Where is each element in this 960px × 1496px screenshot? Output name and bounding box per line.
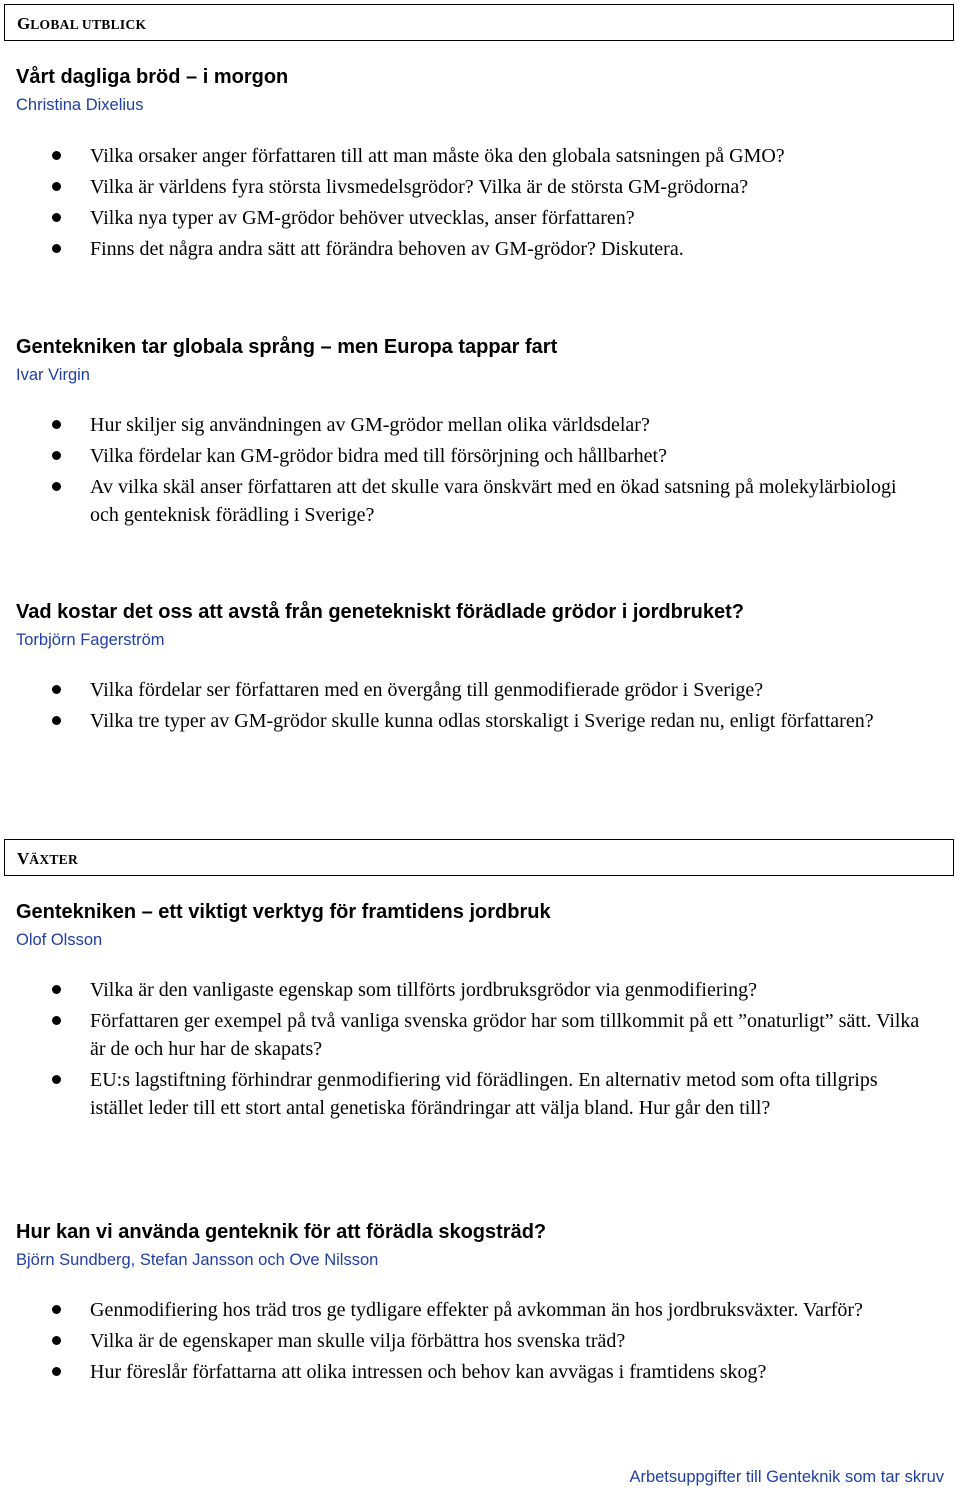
question-item: Hur skiljer sig användningen av GM-grödor mellan olika världsdelar? xyxy=(0,411,940,439)
article-author: Ivar Virgin xyxy=(16,366,90,384)
bullet-icon xyxy=(52,716,61,725)
question-list xyxy=(0,1296,940,1386)
question-list xyxy=(0,142,940,263)
bullet-icon xyxy=(52,451,61,460)
bullet-icon xyxy=(52,1305,61,1314)
bullet-icon xyxy=(52,685,61,694)
question-item: Hur föreslår författarna att olika intressen och behov kan avvägas i framtidens skog? xyxy=(0,1358,940,1386)
bullet-icon xyxy=(52,1016,61,1025)
article-title: Hur kan vi använda genteknik för att förädla skogsträd? xyxy=(16,1221,547,1243)
article-title: Vad kostar det oss att avstå från genetekniskt förädlade grödor i jordbruket? xyxy=(16,601,744,623)
bullet-icon xyxy=(52,1075,61,1084)
bullet-icon xyxy=(52,1367,61,1376)
question-item: Författaren ger exempel på två vanliga svenska grödor har som tillkommit på ett ”onaturligt” sätt. Vilka är de och hur har de skapats? xyxy=(0,1007,940,1063)
bullet-icon xyxy=(52,182,61,191)
question-list xyxy=(0,676,940,735)
bullet-icon xyxy=(52,244,61,253)
question-item: Genmodifiering hos träd tros ge tydligare effekter på avkomman än hos jordbruksväxter. Varför? xyxy=(0,1296,940,1324)
section-heading-global-utblick: GLOBAL UTBLICK xyxy=(4,4,954,41)
question-item: Finns det några andra sätt att förändra behoven av GM-grödor? Diskutera. xyxy=(0,235,940,263)
question-item: Vilka är de egenskaper man skulle vilja förbättra hos svenska träd? xyxy=(0,1327,940,1355)
page-footer: Arbetsuppgifter till Genteknik som tar skruv xyxy=(629,1468,944,1486)
question-list xyxy=(0,976,940,1122)
article-author: Olof Olsson xyxy=(16,931,103,949)
question-item: Vilka fördelar kan GM-grödor bidra med till försörjning och hållbarhet? xyxy=(0,442,940,470)
question-list xyxy=(0,411,940,529)
question-item: EU:s lagstiftning förhindrar genmodifiering vid förädlingen. En alternativ metod som ofta tillgrips istället leder till ett stort antal genetiska förändringar att välja bland. Hur går den till? xyxy=(0,1066,940,1122)
bullet-icon xyxy=(52,482,61,491)
question-item: Vilka fördelar ser författaren med en övergång till genmodifierade grödor i Sverige? xyxy=(0,676,940,704)
article-author: Torbjörn Fagerström xyxy=(16,631,165,649)
article-author: Björn Sundberg, Stefan Jansson och Ove Nilsson xyxy=(16,1251,379,1269)
question-item: Vilka nya typer av GM-grödor behöver utvecklas, anser författaren? xyxy=(0,204,940,232)
article-title: Vårt dagliga bröd – i morgon xyxy=(16,66,289,88)
question-item: Vilka orsaker anger författaren till att man måste öka den globala satsningen på GMO? xyxy=(0,142,940,170)
bullet-icon xyxy=(52,151,61,160)
bullet-icon xyxy=(52,213,61,222)
bullet-icon xyxy=(52,985,61,994)
bullet-icon xyxy=(52,420,61,429)
question-item: Vilka är världens fyra största livsmedelsgrödor? Vilka är de största GM-grödorna? xyxy=(0,173,940,201)
bullet-icon xyxy=(52,1336,61,1345)
article-author: Christina Dixelius xyxy=(16,96,144,114)
question-item: Av vilka skäl anser författaren att det skulle vara önskvärt med en ökad satsning på molekylärbiologi och genteknisk förädling i Sverige? xyxy=(0,473,940,529)
question-item: Vilka är den vanligaste egenskap som tillförts jordbruksgrödor via genmodifiering? xyxy=(0,976,940,1004)
article-title: Gentekniken tar globala språng – men Europa tappar fart xyxy=(16,336,558,358)
question-item: Vilka tre typer av GM-grödor skulle kunna odlas storskaligt i Sverige redan nu, enligt författaren? xyxy=(0,707,940,735)
article-title: Gentekniken – ett viktigt verktyg för framtidens jordbruk xyxy=(16,901,551,923)
section-heading-vaxter: VÄXTER xyxy=(4,839,954,876)
